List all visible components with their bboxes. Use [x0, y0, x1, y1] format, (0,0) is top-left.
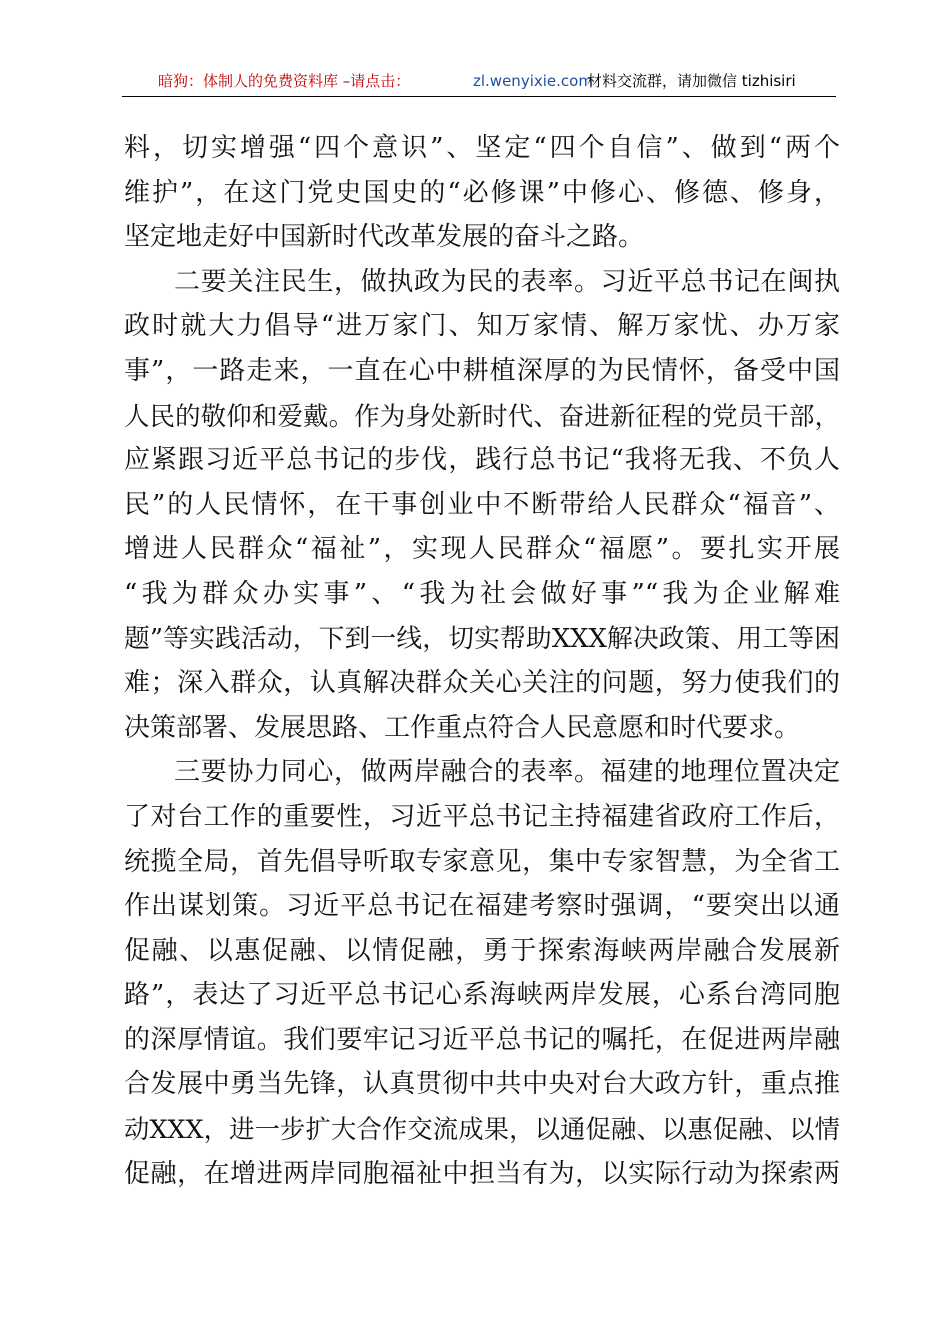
body-line: 坚定地走好中国新时代改革发展的奋斗之路。 [124, 222, 645, 253]
body-line: 增进人民群众“福祉”，实现人民群众“福愿”。要扎实开展 [124, 534, 840, 565]
body-line: 题”等实践活动，下到一线，切实帮助XXX解决政策、用工等困 [124, 623, 840, 654]
body-line: 料，切实增强“四个意识”、坚定“四个自信”、做到“两个 [124, 133, 840, 163]
body-line: 促融，在增进两岸同胞福祉中担当有为，以实际行动为探索两 [124, 1158, 840, 1189]
body-line: 人民的敬仰和爱戴。作为身处新时代、奋进新征程的党员干部， [124, 400, 840, 431]
body-line: 合发展中勇当先锋，认真贯彻中共中央对台大政方针，重点推 [124, 1069, 840, 1100]
body-line: “我为群众办实事”、“我为社会做好事”“我为企业解难 [124, 578, 840, 609]
document-body [124, 126, 840, 1196]
body-line: 动XXX，进一步扩大合作交流成果，以通促融、以惠促融、以情 [124, 1114, 840, 1145]
page-header [122, 70, 836, 97]
body-line: 路”，表达了习近平总书记心系海峡两岸发展，心系台湾同胞 [124, 980, 840, 1011]
header-promo-text: 暗狗：体制人的免费资料库 –请点击： [158, 72, 411, 90]
body-line: 统揽全局，首先倡导听取专家意见，集中专家智慧，为全省工 [124, 846, 840, 877]
body-line: 民”的人民情怀，在干事创业中不断带给人民群众“福音”、 [124, 489, 840, 520]
header-url-link[interactable]: zl.wenyixie.com [473, 72, 593, 90]
body-line: 作出谋划策。习近平总书记在福建考察时强调，“要突出以通 [124, 891, 840, 922]
body-line: 难；深入群众，认真解决群众关心关注的问题，努力使我们的 [124, 668, 840, 699]
body-line: 应紧跟习近平总书记的步伐，践行总书记“我将无我、不负人 [124, 445, 840, 476]
body-line: 三要协力同心，做两岸融合的表率。福建的地理位置决定 [174, 757, 840, 788]
header-contact-text: 材料交流群，请加微信 tizhisiri [587, 72, 796, 90]
body-line: 的深厚情谊。我们要牢记习近平总书记的嘱托，在促进两岸融 [124, 1024, 840, 1055]
body-line: 二要关注民生，做执政为民的表率。习近平总书记在闽执 [174, 266, 840, 297]
body-line: 决策部署、发展思路、工作重点符合人民意愿和时代要求。 [124, 712, 801, 743]
body-line: 了对台工作的重要性，习近平总书记主持福建省政府工作后， [124, 801, 840, 832]
body-line: 政时就大力倡导“进万家门、知万家情、解万家忧、办万家 [124, 311, 840, 342]
body-line: 维护”，在这门党史国史的“必修课”中修心、修德、修身， [124, 177, 840, 208]
body-line: 促融、以惠促融、以情促融，勇于探索海峡两岸融合发展新 [124, 935, 840, 966]
body-line: 事”，一路走来，一直在心中耕植深厚的为民情怀，备受中国 [124, 355, 840, 386]
